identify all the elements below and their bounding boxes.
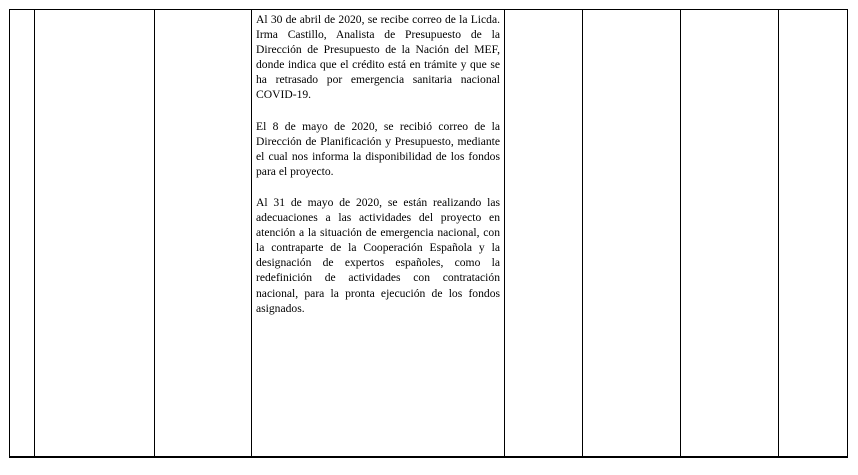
table-cell-col1 [10,10,35,458]
table-cell-status-text [252,10,505,458]
table-cell-col5 [505,10,583,458]
paragraph-may-8: El 8 de mayo de 2020, se recibió correo de la Dirección de Planificación y Presupuesto, mediante el cual nos informa la disponibilidad de los fondos para el proyecto. [256,119,500,178]
paragraph-may-31: Al 31 de mayo de 2020, se están realizando las adecuaciones a las actividades del proyecto en atención a la situación de emergencia nacional, con la contraparte de la Cooperación Española y la designación de expertos españoles, como la redefinición de actividades con contratación nacional, para la pronta ejecución de los fondos asignados. [256,195,500,315]
table-cell-col6 [583,10,681,458]
table-cell-col3 [155,10,252,458]
paragraph-april-30: Al 30 de abril de 2020, se recibe correo de la Licda. Irma Castillo, Analista de Presupuesto de la Dirección de Presupuesto de la Nación del MEF, donde indica que el crédito está en trámite y que se ha retrasado por emergencia sanitaria nacional COVID-19. [256,13,500,102]
document-table [9,9,848,458]
table-row [10,10,848,458]
table-cell-col2 [35,10,155,458]
table-cell-col7 [681,10,779,458]
table-cell-col8 [779,10,848,458]
